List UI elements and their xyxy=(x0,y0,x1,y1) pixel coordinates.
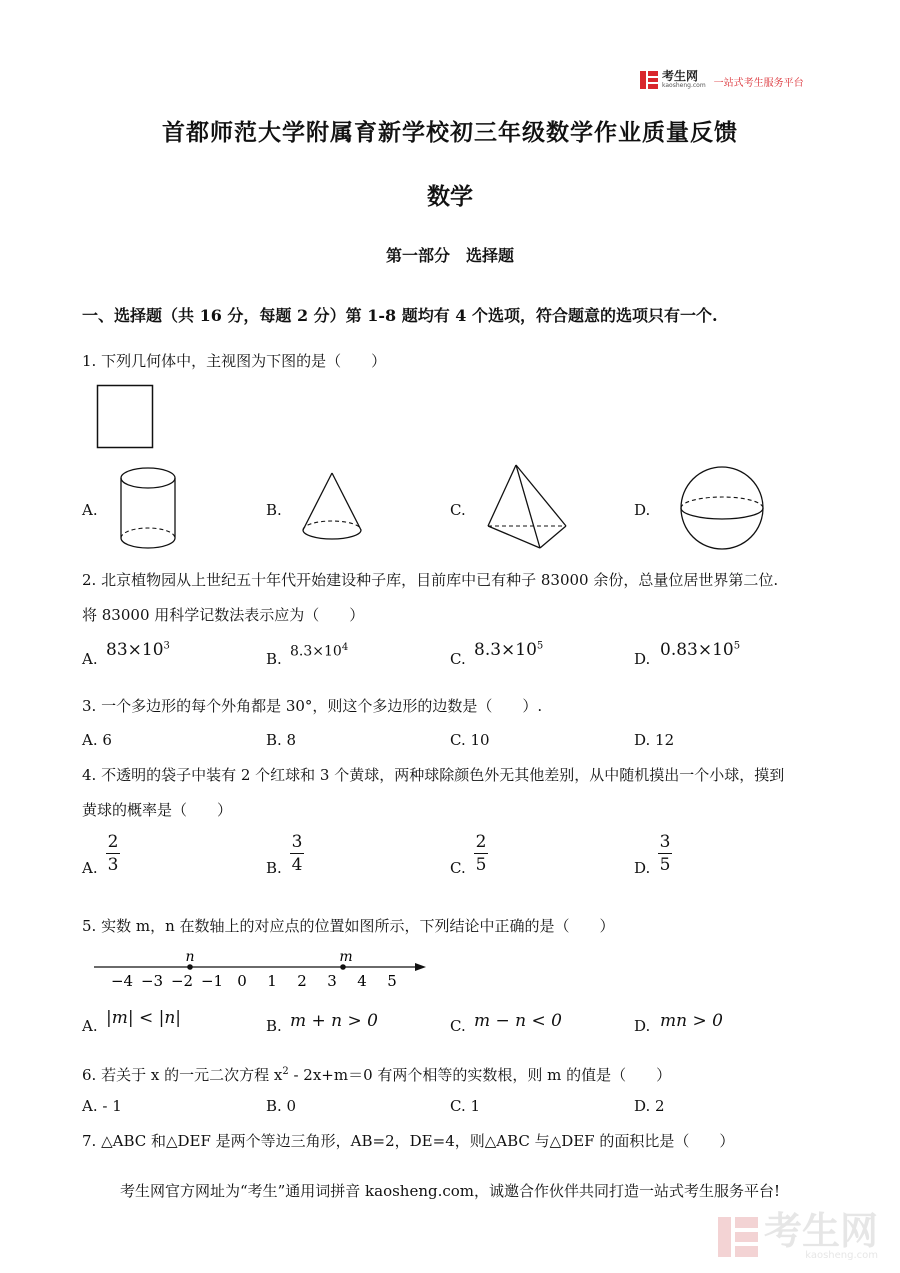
q4-option-b-label: B. xyxy=(266,859,282,877)
q2-option-d-label: D. xyxy=(634,650,651,668)
question-3-text: 3. 一个多边形的每个外角都是 30°，则这个多边形的边数是（ ）. xyxy=(82,697,543,715)
q5-option-b-expr: m + n > 0 xyxy=(290,1011,378,1031)
q1-option-a-label: A. xyxy=(82,501,98,519)
q6-option-b: B. 0 xyxy=(266,1097,297,1115)
q4-option-d-label: D. xyxy=(634,859,651,877)
cylinder-figure xyxy=(116,466,180,552)
q4-option-c-label: C. xyxy=(450,859,466,877)
question-5-text: 5. 实数 m，n 在数轴上的对应点的位置如图所示，下列结论中正确的是（ ） xyxy=(82,917,615,935)
header-logo xyxy=(640,70,804,89)
axis-tick-label: −1 xyxy=(200,972,224,990)
q4-option-a-fraction: 2 3 xyxy=(107,832,119,875)
triangular-pyramid-figure xyxy=(484,462,570,552)
q4-option-c-fraction: 2 5 xyxy=(475,832,487,875)
page-title: 首都师范大学附属育新学校初三年级数学作业质量反馈 xyxy=(162,119,738,146)
q4-option-d-fraction: 3 5 xyxy=(659,832,671,875)
q3-option-a: A. 6 xyxy=(82,731,112,749)
axis-tick-label: −4 xyxy=(110,972,134,990)
question-4-line-2: 黄球的概率是（ ） xyxy=(82,801,233,819)
q6-option-d: D. 2 xyxy=(634,1097,665,1115)
axis-tick-label: 0 xyxy=(237,972,247,990)
watermark-url: kaosheng.com xyxy=(805,1250,878,1261)
q4-option-b-fraction: 3 4 xyxy=(291,832,303,875)
q5-option-d-expr: mn > 0 xyxy=(660,1011,723,1031)
question-6-text: 6. 若关于 x 的一元二次方程 $x^2 - 2x+m=0$ 有两个相等的实数根，则 m 的值是（ ） xyxy=(82,1066,672,1084)
q3-option-b: B. 8 xyxy=(266,731,297,749)
kaosheng-logo-icon xyxy=(640,71,658,89)
q2-option-d-expr: $0.83\times 10^5$ xyxy=(660,640,741,660)
q4-option-a-label: A. xyxy=(82,859,98,877)
question-7-text: 7. △ABC 和△DEF 是两个等边三角形，AB=2，DE=4，则△ABC 与△DEF 的面积比是（ ） xyxy=(82,1132,735,1150)
q2-option-b-expr: $8.3\times 10^4$ xyxy=(290,642,349,660)
q2-option-a-label: A. xyxy=(82,650,98,668)
q2-option-b-label: B. xyxy=(266,650,282,668)
number-line-figure xyxy=(90,944,430,994)
watermark-name: 考生网 xyxy=(763,1209,878,1253)
watermark xyxy=(718,1209,878,1261)
q1-option-d-label: D. xyxy=(634,501,651,519)
q5-option-c-label: C. xyxy=(450,1017,466,1035)
logo-name: 考生网 xyxy=(662,69,699,83)
question-1-text: 1. 下列几何体中，主视图为下图的是（ ） xyxy=(82,352,387,370)
q3-option-d: D. 12 xyxy=(634,731,675,749)
q2-option-a-expr: $83\times 10^3$ xyxy=(106,640,170,660)
part-title: 第一部分 选择题 xyxy=(385,246,514,265)
cone-figure xyxy=(298,470,368,546)
q5-option-a-label: A. xyxy=(82,1017,98,1035)
axis-tick-label: 1 xyxy=(267,972,277,990)
m-point-label: m xyxy=(339,949,353,965)
axis-tick-label: −2 xyxy=(170,972,194,990)
n-point-label: n xyxy=(185,949,195,965)
q3-option-c: C. 10 xyxy=(450,731,490,749)
subject-title: 数学 xyxy=(427,183,473,210)
q6-option-c: C. 1 xyxy=(450,1097,481,1115)
q2-option-c-label: C. xyxy=(450,650,466,668)
q1-option-c-label: C. xyxy=(450,501,466,519)
question-4-line-1: 4. 不透明的袋子中装有 2 个红球和 3 个黄球，两种球除颜色外无其他差别，从中随机摸出一个小球，摸到 xyxy=(82,766,785,784)
sphere-figure xyxy=(670,464,774,552)
q2-option-c-expr: $8.3\times 10^5$ xyxy=(474,640,544,660)
axis-tick-label: 4 xyxy=(357,972,367,990)
axis-tick-label: 5 xyxy=(387,972,397,990)
page-footer: 考生网官方网址为“考生”通用词拼音 kaosheng.com，诚邀合作伙伴共同打造一站式考生服务平台! xyxy=(119,1182,781,1200)
axis-tick-label: 3 xyxy=(327,972,337,990)
axis-tick-label: −3 xyxy=(140,972,164,990)
q5-option-d-label: D. xyxy=(634,1017,651,1035)
front-view-square-figure xyxy=(96,384,156,450)
axis-tick-label: 2 xyxy=(297,972,307,990)
q5-option-a-expr: |m| < |n| xyxy=(106,1008,182,1028)
logo-slogan: 一站式考生服务平台 xyxy=(713,78,804,89)
q5-option-c-expr: m − n < 0 xyxy=(474,1011,562,1031)
logo-url: kaosheng.com xyxy=(662,82,706,89)
q1-option-b-label: B. xyxy=(266,501,282,519)
question-2-line-2: 将 83000 用科学记数法表示应为（ ） xyxy=(82,606,365,624)
question-2-line-1: 2. 北京植物园从上世纪五十年代开始建设种子库，目前库中已有种子 83000 余份，总量位居世界第二位. xyxy=(82,571,779,589)
watermark-logo-icon xyxy=(718,1217,758,1257)
q6-option-a: A. - 1 xyxy=(82,1097,122,1115)
q5-option-b-label: B. xyxy=(266,1017,282,1035)
section-heading: 一、选择题（共 16 分，每题 2 分）第 1-8 题均有 4 个选项，符合题意的选项只有一个. xyxy=(82,306,718,325)
